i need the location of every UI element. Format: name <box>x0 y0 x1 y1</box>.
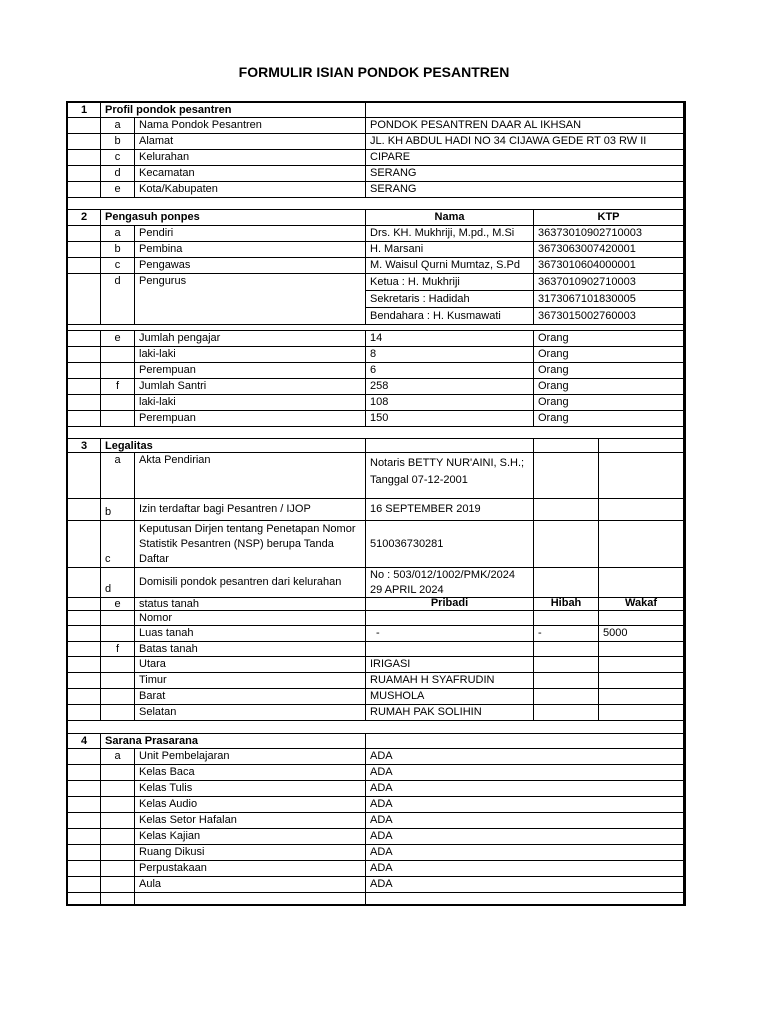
domisili-number: No : 503/012/1002/PMK/2024 <box>370 569 515 581</box>
value-cell <box>599 499 683 521</box>
row-value: PONDOK PESANTREN DAAR AL IKHSAN <box>366 118 683 134</box>
row-label: Perpustakaan <box>135 861 366 877</box>
row-letter <box>101 877 135 893</box>
row-letter: a <box>101 226 135 242</box>
luas-wakaf: 5000 <box>599 626 683 642</box>
value-cell <box>534 568 599 598</box>
row-number <box>68 705 101 721</box>
value-cell <box>534 673 599 689</box>
form-title: FORMULIR ISIAN PONDOK PESANTREN <box>238 64 510 80</box>
row-number <box>68 182 101 198</box>
row-value: ADA <box>366 749 683 765</box>
row-label: Aula <box>135 877 366 893</box>
row-number <box>68 893 101 906</box>
row-number <box>68 611 101 626</box>
row-label: Kelas Tulis <box>135 781 366 797</box>
value-cell <box>534 642 599 657</box>
row-label: Utara <box>135 657 366 673</box>
section-number: 1 <box>68 103 101 118</box>
row-number <box>68 781 101 797</box>
luas-hibah: - <box>534 626 599 642</box>
row-number <box>68 813 101 829</box>
row-label: Nomor <box>135 611 366 626</box>
row-letter <box>101 845 135 861</box>
row-letter <box>101 363 135 379</box>
row-number <box>68 568 101 598</box>
pengurus-nama: Ketua : H. Mukhriji <box>366 274 534 291</box>
row-label: Unit Pembelajaran <box>135 749 366 765</box>
value-cell <box>534 439 599 453</box>
row-number <box>68 689 101 705</box>
row-number <box>68 226 101 242</box>
row-number <box>68 657 101 673</box>
column-header-wakaf: Wakaf <box>599 598 683 611</box>
row-letter <box>101 765 135 781</box>
row-value: SERANG <box>366 182 683 198</box>
value-cell <box>599 568 683 598</box>
row-number <box>68 118 101 134</box>
row-number <box>68 347 101 363</box>
value-cell <box>599 611 683 626</box>
column-header-hibah: Hibah <box>534 598 599 611</box>
row-number <box>68 395 101 411</box>
value-cell <box>534 521 599 568</box>
value-cell <box>366 103 683 118</box>
row-number <box>68 861 101 877</box>
row-label: Perempuan <box>135 363 366 379</box>
row-number <box>68 274 101 325</box>
row-letter: d <box>101 166 135 182</box>
row-letter: a <box>101 453 135 499</box>
row-letter: b <box>101 242 135 258</box>
row-label: laki-laki <box>135 347 366 363</box>
row-letter: c <box>101 150 135 166</box>
section-title: Legalitas <box>101 439 366 453</box>
pengurus-ktp: 3173067101830005 <box>534 291 683 308</box>
domisili-date: 29 APRIL 2024 <box>370 584 444 596</box>
section-title: Sarana Prasarana <box>101 734 366 749</box>
row-letter: a <box>101 118 135 134</box>
row-value: MUSHOLA <box>366 689 534 705</box>
row-number <box>68 521 101 568</box>
value-cell <box>366 893 683 906</box>
row-letter: e <box>101 182 135 198</box>
row-letter <box>101 705 135 721</box>
row-number <box>68 242 101 258</box>
row-letter: a <box>101 749 135 765</box>
row-letter <box>101 411 135 427</box>
row-value: 6 <box>366 363 534 379</box>
row-letter <box>101 861 135 877</box>
row-label: Pendiri <box>135 226 366 242</box>
row-value: RUAMAH H SYAFRUDIN <box>366 673 534 689</box>
row-label: Jumlah pengajar <box>135 331 366 347</box>
row-value: ADA <box>366 861 683 877</box>
row-ktp: 36373010902710003 <box>534 226 683 242</box>
row-value: 14 <box>366 331 534 347</box>
row-unit: Orang <box>534 331 683 347</box>
column-header-pribadi: Pribadi <box>366 598 534 611</box>
row-value: ADA <box>366 877 683 893</box>
value-cell <box>599 705 683 721</box>
row-letter <box>101 813 135 829</box>
row-value: 258 <box>366 379 534 395</box>
row-letter <box>101 657 135 673</box>
row-letter <box>101 893 135 906</box>
row-number <box>68 642 101 657</box>
row-unit: Orang <box>534 379 683 395</box>
row-value: SERANG <box>366 166 683 182</box>
row-letter: b <box>101 499 135 521</box>
row-unit: Orang <box>534 411 683 427</box>
row-label: Izin terdaftar bagi Pesantren / IJOP <box>135 499 366 521</box>
row-letter <box>101 347 135 363</box>
row-number <box>68 626 101 642</box>
row-value: IRIGASI <box>366 657 534 673</box>
row-label: Jumlah Santri <box>135 379 366 395</box>
row-nama: Drs. KH. Mukhriji, M.pd., M.Si <box>366 226 534 242</box>
row-label: Selatan <box>135 705 366 721</box>
value-cell <box>534 689 599 705</box>
row-number <box>68 499 101 521</box>
row-number <box>68 749 101 765</box>
value-cell <box>534 657 599 673</box>
value-cell <box>599 453 683 499</box>
row-letter <box>101 781 135 797</box>
row-value: ADA <box>366 781 683 797</box>
section-title: Profil pondok pesantren <box>101 103 366 118</box>
row-number <box>68 411 101 427</box>
value-cell <box>599 642 683 657</box>
row-label: Alamat <box>135 134 366 150</box>
pengurus-ktp: 3673015002760003 <box>534 308 683 325</box>
pengurus-ktp: 3637010902710003 <box>534 274 683 291</box>
row-number <box>68 845 101 861</box>
row-label: laki-laki <box>135 395 366 411</box>
row-number <box>68 453 101 499</box>
column-header-ktp: KTP <box>534 210 683 226</box>
row-letter <box>101 611 135 626</box>
row-unit: Orang <box>534 395 683 411</box>
row-value: 150 <box>366 411 534 427</box>
row-letter: f <box>101 642 135 657</box>
value-cell <box>366 439 534 453</box>
row-number <box>68 829 101 845</box>
spacer-row <box>68 427 683 439</box>
row-value: RUMAH PAK SOLIHIN <box>366 705 534 721</box>
value-cell <box>599 521 683 568</box>
row-letter: b <box>101 134 135 150</box>
value-cell <box>366 611 534 626</box>
value-cell <box>599 439 683 453</box>
row-letter: d <box>101 568 135 598</box>
row-value: ADA <box>366 829 683 845</box>
row-value: Notaris BETTY NUR'AINI, S.H.; Tanggal 07-12-2001 <box>366 453 534 499</box>
row-label: Domisili pondok pesantren dari kelurahan <box>135 568 366 598</box>
row-unit: Orang <box>534 363 683 379</box>
row-label: Pengurus <box>135 274 366 325</box>
value-cell <box>366 642 534 657</box>
row-value: 510036730281 <box>366 521 534 568</box>
row-letter <box>101 673 135 689</box>
value-cell <box>366 734 683 749</box>
row-value: JL. KH ABDUL HADI NO 34 CIJAWA GEDE RT 03 RW II <box>366 134 683 150</box>
luas-pribadi: - <box>366 626 534 642</box>
row-number <box>68 598 101 611</box>
row-letter: e <box>101 598 135 611</box>
row-letter <box>101 797 135 813</box>
row-value: 16 SEPTEMBER 2019 <box>366 499 534 521</box>
row-label: Kelas Baca <box>135 765 366 781</box>
value-cell <box>534 453 599 499</box>
row-ktp: 3673010604000001 <box>534 258 683 274</box>
value-cell <box>599 657 683 673</box>
row-label: Akta Pendirian <box>135 453 366 499</box>
section-number: 3 <box>68 439 101 453</box>
row-label: Nama Pondok Pesantren <box>135 118 366 134</box>
row-letter: c <box>101 521 135 568</box>
row-label: Kelas Kajian <box>135 829 366 845</box>
row-value <box>366 568 534 598</box>
value-cell <box>534 611 599 626</box>
value-cell <box>534 705 599 721</box>
row-number <box>68 379 101 395</box>
row-value: 108 <box>366 395 534 411</box>
row-letter <box>101 626 135 642</box>
row-number <box>68 331 101 347</box>
row-letter <box>101 689 135 705</box>
row-letter <box>101 829 135 845</box>
row-label: Pengawas <box>135 258 366 274</box>
row-value: ADA <box>366 765 683 781</box>
row-number <box>68 150 101 166</box>
row-label: Kota/Kabupaten <box>135 182 366 198</box>
row-label: status tanah <box>135 598 366 611</box>
row-label: Barat <box>135 689 366 705</box>
row-value: ADA <box>366 845 683 861</box>
row-label: Kelas Audio <box>135 797 366 813</box>
row-label: Kelas Setor Hafalan <box>135 813 366 829</box>
pengurus-nama: Bendahara : H. Kusmawati <box>366 308 534 325</box>
row-label: Luas tanah <box>135 626 366 642</box>
column-header-nama: Nama <box>366 210 534 226</box>
form-table <box>66 101 686 906</box>
row-value: ADA <box>366 797 683 813</box>
row-number <box>68 166 101 182</box>
row-number <box>68 134 101 150</box>
row-number <box>68 877 101 893</box>
pengurus-nama: Sekretaris : Hadidah <box>366 291 534 308</box>
row-label: Kelurahan <box>135 150 366 166</box>
value-cell <box>534 499 599 521</box>
row-value: 8 <box>366 347 534 363</box>
row-label: Pembina <box>135 242 366 258</box>
value-cell <box>599 689 683 705</box>
row-label: Kecamatan <box>135 166 366 182</box>
row-nama: M. Waisul Qurni Mumtaz, S.Pd <box>366 258 534 274</box>
row-number <box>68 258 101 274</box>
row-ktp: 3673063007420001 <box>534 242 683 258</box>
section-number: 4 <box>68 734 101 749</box>
row-number <box>68 363 101 379</box>
row-letter: c <box>101 258 135 274</box>
row-number <box>68 797 101 813</box>
spacer-row <box>68 721 683 734</box>
section-number: 2 <box>68 210 101 226</box>
row-label <box>135 893 366 906</box>
row-letter: f <box>101 379 135 395</box>
spacer-row <box>68 198 683 210</box>
row-number <box>68 673 101 689</box>
row-letter <box>101 395 135 411</box>
row-unit: Orang <box>534 347 683 363</box>
row-value: ADA <box>366 813 683 829</box>
row-label: Ruang Dikusi <box>135 845 366 861</box>
row-letter: e <box>101 331 135 347</box>
row-label: Timur <box>135 673 366 689</box>
row-nama: H. Marsani <box>366 242 534 258</box>
value-cell <box>599 673 683 689</box>
row-label: Keputusan Dirjen tentang Penetapan Nomor Statistik Pesantren (NSP) berupa Tanda Daftar <box>135 521 366 568</box>
row-label: Batas tanah <box>135 642 366 657</box>
row-number <box>68 765 101 781</box>
section-title: Pengasuh ponpes <box>101 210 366 226</box>
row-value: CIPARE <box>366 150 683 166</box>
row-label: Perempuan <box>135 411 366 427</box>
row-letter: d <box>101 274 135 325</box>
